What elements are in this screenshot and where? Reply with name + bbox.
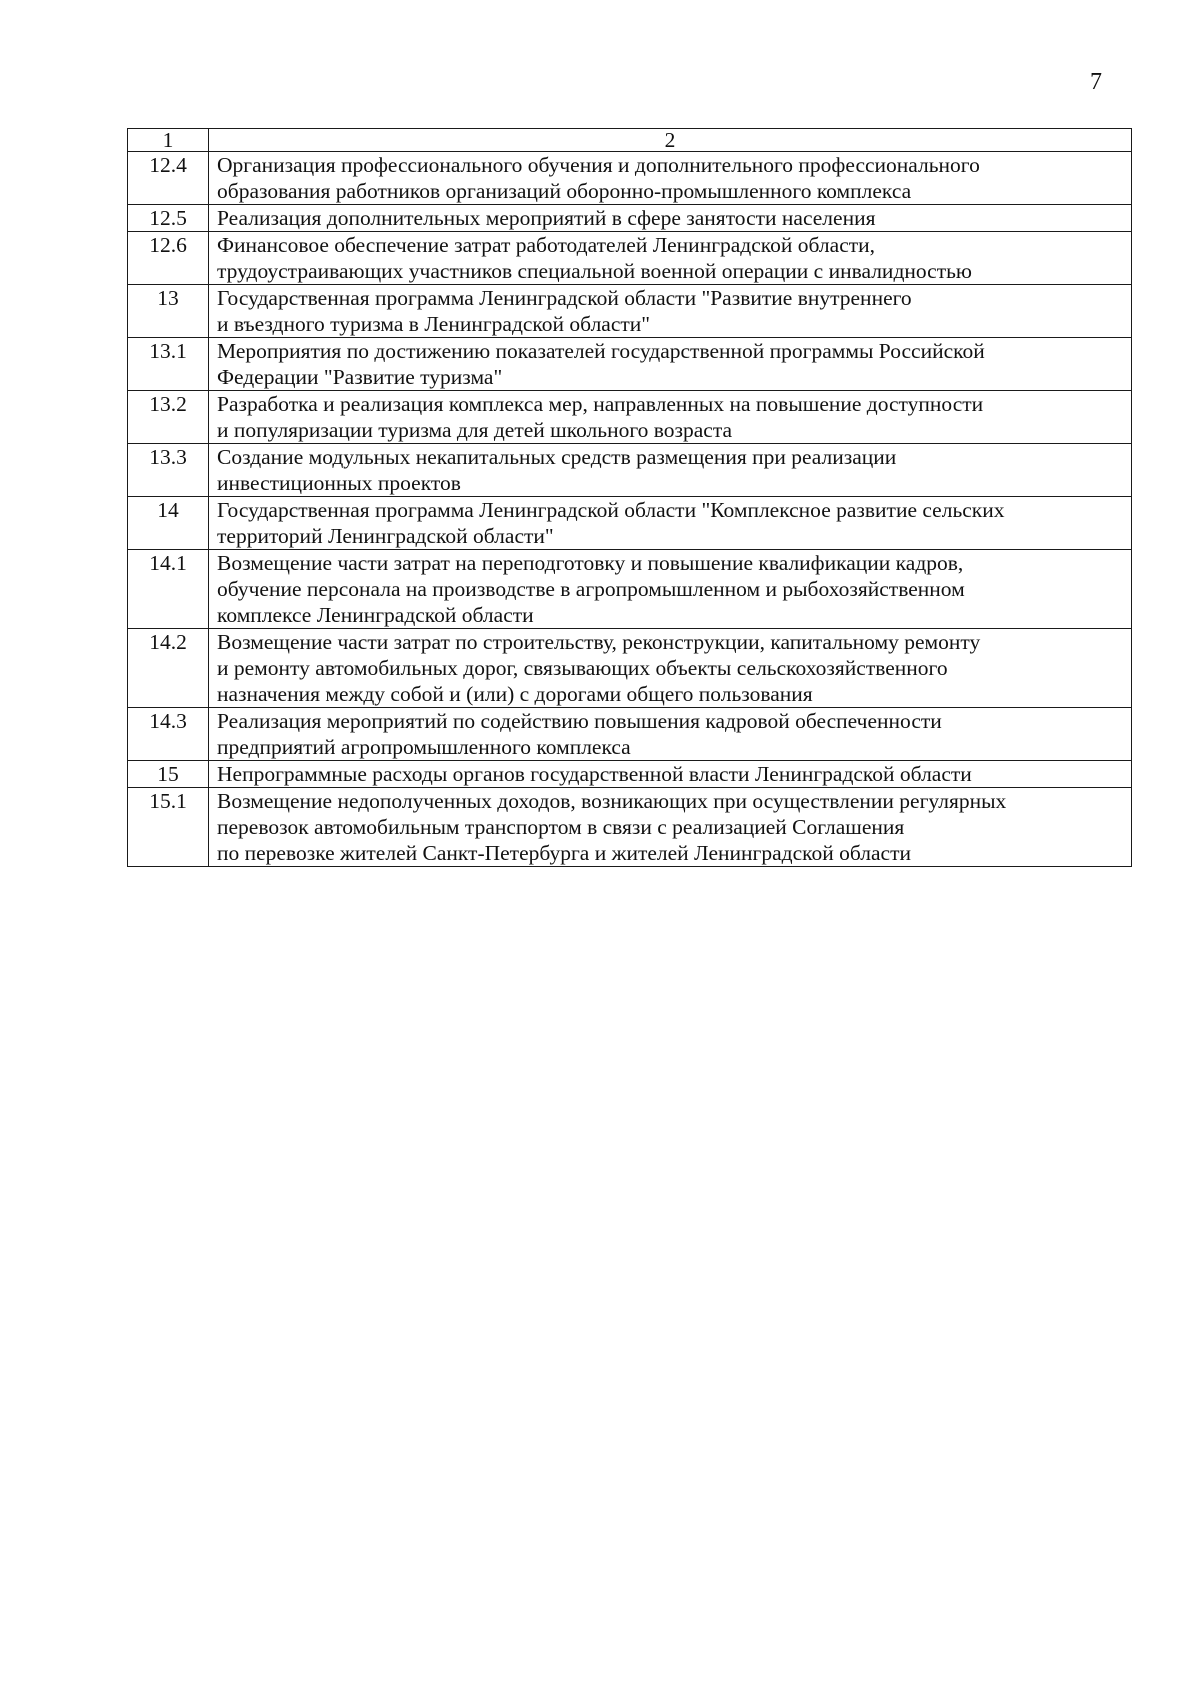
table-row [128,629,1132,708]
table-row [128,761,1132,788]
table-header-row [128,129,1132,152]
row-number-cell: 14 [128,497,209,550]
row-number-cell: 13.1 [128,338,209,391]
row-number-cell: 14.3 [128,708,209,761]
row-description-cell: Создание модульных некапитальных средств размещения при реализации инвестиционных проектов [209,444,1132,497]
row-number-cell: 13.3 [128,444,209,497]
table-row [128,285,1132,338]
row-description-cell: Финансовое обеспечение затрат работодателей Ленинградской области, трудоустраивающих участников специальной военной операции с инвалидностью [209,232,1132,285]
row-description-cell: Мероприятия по достижению показателей государственной программы Российской Федерации "Развитие туризма" [209,338,1132,391]
row-description-cell: Непрограммные расходы органов государственной власти Ленинградской области [209,761,1132,788]
row-description-cell: Возмещение части затрат на переподготовку и повышение квалификации кадров, обучение персонала на производстве в агропромышленном и рыбохозяйственном комплексе Ленинградской области [209,550,1132,629]
row-number-cell: 12.4 [128,152,209,205]
row-description-cell: Разработка и реализация комплекса мер, направленных на повышение доступности и популяризации туризма для детей школьного возраста [209,391,1132,444]
row-number-cell: 13.2 [128,391,209,444]
row-description-cell: Возмещение недополученных доходов, возникающих при осуществлении регулярных перевозок автомобильным транспортом в связи с реализацией Соглашения по перевозке жителей Санкт-Петербурга и жителей Ленинградской области [209,788,1132,867]
header-col-description: 2 [209,129,1132,152]
table-body [128,129,1132,867]
row-number-cell: 14.1 [128,550,209,629]
row-description-cell: Государственная программа Ленинградской области "Комплексное развитие сельских территорий Ленинградской области" [209,497,1132,550]
page-number: 7 [1090,69,1102,95]
table-row [128,444,1132,497]
document-table [127,128,1132,867]
row-description-cell: Реализация дополнительных мероприятий в сфере занятости населения [209,205,1132,232]
table-row [128,232,1132,285]
row-description-cell: Реализация мероприятий по содействию повышения кадровой обеспеченности предприятий агропромышленного комплекса [209,708,1132,761]
row-number-cell: 12.6 [128,232,209,285]
row-description-cell: Возмещение части затрат по строительству, реконструкции, капитальному ремонту и ремонту автомобильных дорог, связывающих объекты сельскохозяйственного назначения между собой и (или) с дорогами общего пользования [209,629,1132,708]
row-description-cell: Государственная программа Ленинградской области "Развитие внутреннего и въездного туризма в Ленинградской области" [209,285,1132,338]
table-row [128,550,1132,629]
row-number-cell: 13 [128,285,209,338]
row-number-cell: 14.2 [128,629,209,708]
row-number-cell: 15.1 [128,788,209,867]
header-col-number: 1 [128,129,209,152]
row-number-cell: 15 [128,761,209,788]
table-row [128,497,1132,550]
table-row [128,391,1132,444]
table-row [128,205,1132,232]
table-row [128,708,1132,761]
table-row [128,152,1132,205]
row-number-cell: 12.5 [128,205,209,232]
table-row [128,788,1132,867]
row-description-cell: Организация профессионального обучения и дополнительного профессионального образования работников организаций оборонно-промышленного комплекса [209,152,1132,205]
table-row [128,338,1132,391]
